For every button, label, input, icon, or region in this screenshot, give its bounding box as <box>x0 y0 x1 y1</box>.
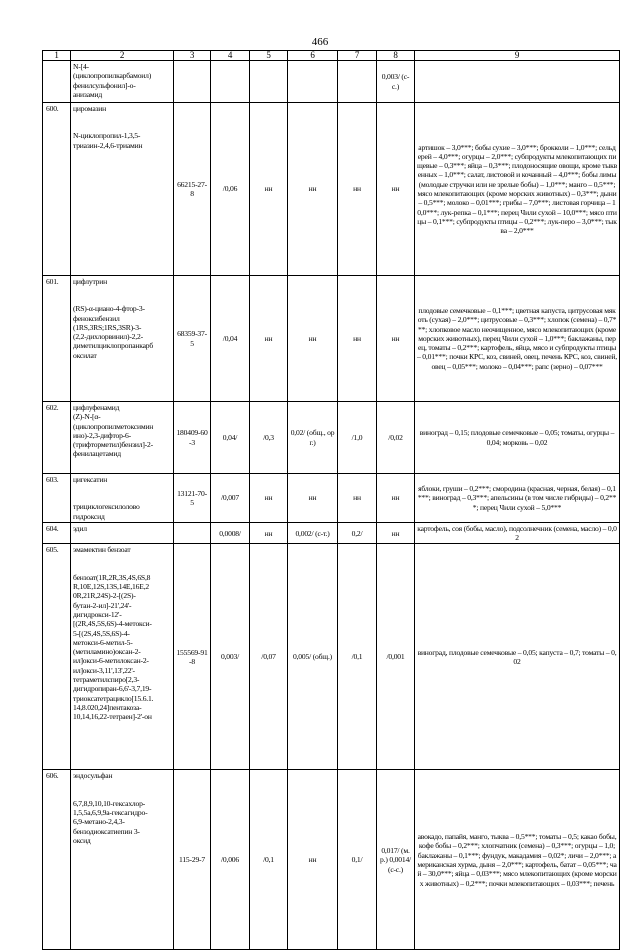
name-line: цифлутрин <box>73 277 107 286</box>
name-line: 0R,21R,24S)-2-[(2S)- <box>73 591 136 601</box>
value-col4: /0,04 <box>211 276 250 402</box>
name-line: метокси-6-метил-5- <box>73 637 133 647</box>
name-line: триазин-2,4,6-триамин <box>73 140 143 150</box>
name-line <box>73 781 171 799</box>
name-line: бензодиоксатиепин 3- <box>73 826 140 836</box>
name-line: [(2R,4S,5S,6S)-4-метокси- <box>73 619 152 629</box>
value-col6: нн <box>288 770 338 950</box>
page-number: 466 <box>311 36 329 48</box>
residue-limits: виноград – 0,15; плодовые семечковые – 0,05; томаты, огурцы – 0,04; морковь – 0,02 <box>415 402 620 474</box>
cas-number: 155569-91-8 <box>174 544 211 770</box>
row-number <box>43 61 71 103</box>
header-cell: 8 <box>377 51 415 61</box>
value-col5: /0,07 <box>250 544 288 770</box>
cas-number: 13121-70-5 <box>174 474 211 523</box>
name-line <box>73 484 171 502</box>
name-line <box>73 555 171 573</box>
header-cell: 4 <box>211 51 250 61</box>
name-line: (Z)-N-[α- <box>73 412 101 422</box>
name-line: (циклопропилметоксимин <box>73 421 154 431</box>
value-col7: /0,1 <box>338 544 377 770</box>
name-line: феноксибензил <box>73 313 120 323</box>
name-line: диметилциклопропанкарб <box>73 341 154 351</box>
name-line: 6,7,8,9,10,10-гексахлор- <box>73 798 146 808</box>
substance-name <box>71 276 174 402</box>
value-col8: /0,001 <box>377 544 415 770</box>
name-line: фенилацетамид <box>73 449 121 459</box>
header-cell: 2 <box>71 51 174 61</box>
value-col5: /0,3 <box>250 402 288 474</box>
name-line: (2,2-дихлорвинил)-2,2- <box>73 332 143 342</box>
value-col8: нн <box>377 474 415 523</box>
name-line: цигексатин <box>73 475 108 484</box>
header-cell: 9 <box>415 51 620 61</box>
value-col4: 0,04/ <box>211 402 250 474</box>
header-row <box>43 51 620 61</box>
name-line: цифлуфенамид <box>73 403 120 412</box>
name-line: эмамектин бензоат <box>73 545 131 555</box>
row-number: 600. <box>43 103 71 276</box>
value-col7: 0,1/ <box>338 770 377 950</box>
name-line: дигидрокси-12'- <box>73 609 122 619</box>
value-col6: нн <box>288 474 338 523</box>
header-cell: 7 <box>338 51 377 61</box>
table-row <box>43 61 620 103</box>
substance-name <box>71 544 174 770</box>
value-col8: нн <box>377 276 415 402</box>
cas-number <box>174 522 211 544</box>
pesticide-table <box>42 50 620 950</box>
residue-limits: яблоки, груши – 0,2***; смородина (красная, черная, белая) – 0,1***; виноград – 0,3***; апельсины (в том числе гибриды) – 0,2***; перец Чили сухой – 5,0*** <box>415 474 620 523</box>
name-line: анизамид <box>73 89 103 99</box>
value-col6 <box>288 61 338 103</box>
header-cell: 5 <box>250 51 288 61</box>
substance-name <box>71 474 174 523</box>
name-line <box>73 113 171 131</box>
name-line: 1,5,5a,6,9,9a-гексагидро- <box>73 808 148 818</box>
name-line: оксилат <box>73 350 97 360</box>
table-row <box>43 522 620 544</box>
header-cell: 6 <box>288 51 338 61</box>
value-col5: нн <box>250 522 288 544</box>
value-col5: нн <box>250 276 288 402</box>
name-line: 14,8.020,24]пентакоза- <box>73 702 142 712</box>
substance-name <box>71 103 174 276</box>
value-col8: 0,003/ (с-с.) <box>377 61 415 103</box>
value-col8: нн <box>377 522 415 544</box>
name-line: (метиламино)оксан-2- <box>73 647 141 657</box>
value-col6: нн <box>288 276 338 402</box>
value-col4: 0,0008/ <box>211 522 250 544</box>
name-line: (трифторметил)бензил]-2- <box>73 440 153 450</box>
name-line: тетраметилспиро[2,3- <box>73 675 140 685</box>
name-line: циромазин <box>73 104 107 113</box>
name-line: (1RS,3RS;1RS,3SR)-3- <box>73 322 142 332</box>
header-cell: 3 <box>174 51 211 61</box>
name-line: (циклопропилкарбамоил) <box>73 71 152 81</box>
row-number: 604. <box>43 522 71 544</box>
row-number: 602. <box>43 402 71 474</box>
row-number: 606. <box>43 770 71 950</box>
value-col4 <box>211 61 250 103</box>
table-row <box>43 770 620 950</box>
name-line: фенилсульфонил]-о- <box>73 80 136 90</box>
value-col7: 0,2/ <box>338 522 377 544</box>
name-line: (RS)-α-циано-4-фтор-3- <box>73 304 145 314</box>
value-col6: нн <box>288 103 338 276</box>
residue-limits: артишок – 3,0***; бобы сухие – 3,0***; брокколи – 1,0***; сельдерей – 4,0***; огурцы – 2,0***; субпродукты млекопитающих пищевые – 0,3***; яйца – 0,3***; плодоносящие овощи, кроме тыквенных – 1,0***; салат, листовой и кочанный – 4,0***; бобы лимы (молодые стручки или не зрелые бобы) – 1,0***; манго – 0,5***; мясо млекопитающих (кроме морских животных) – 0,3***; дыни – 0,5***; молоко – 0,01***; грибы – 7,0***; листовая горчица – 10,0***; лук-репка – 0,1***; перец Чили сухой – 10,0***; мясо птицы – 0,1***; субпродукты птицы – 0,2***; лук-перо – 3,0***; тыква – 2,0*** <box>415 103 620 276</box>
row-number: 603. <box>43 474 71 523</box>
name-line: R,10E,12S,13S,14E,16E,2 <box>73 582 149 592</box>
value-col8: нн <box>377 103 415 276</box>
value-col7: нн <box>338 103 377 276</box>
name-line: 5-[(2S,4S,5S,6S)-4- <box>73 628 130 638</box>
value-col4: 0,003/ <box>211 544 250 770</box>
name-line: N-[4- <box>73 62 89 71</box>
value-col7: нн <box>338 276 377 402</box>
value-col7 <box>338 61 377 103</box>
substance-name <box>71 402 174 474</box>
substance-name <box>71 522 174 544</box>
value-col5 <box>250 61 288 103</box>
cas-number: 68359-37-5 <box>174 276 211 402</box>
residue-limits: авокадо, папайя, манго, тыква – 0,5***; томаты – 0,5; какао бобы, кофе бобы – 0,2***; хлопчатник (семена) – 0,3***; огурцы – 1,0; баклажаны – 0,1***; фундук, макадамия – 0,02*; личи – 2,0***; американская хурма, дыня – 2,0***; картофель, батат – 0,05***; чай – 30,0***; яйца – 0,03***; мясо млекопитающих (кроме морских животных) – 0,2***; почки млекопитающих – 0,03***; печень <box>415 770 620 950</box>
name-line: N-циклопропил-1,3,5- <box>73 131 141 141</box>
name-line: триоксатетрацикло[15.6.1. <box>73 693 154 703</box>
residue-limits: виноград, плодовые семечковые – 0,05; капуста – 0,7; томаты – 0,02 <box>415 544 620 770</box>
value-col5: /0,1 <box>250 770 288 950</box>
value-col6: 0,002/ (с-т.) <box>288 522 338 544</box>
name-line: ино)-2,3-дифтор-6- <box>73 430 131 440</box>
value-col6: 0,02/ (общ., орг.) <box>288 402 338 474</box>
value-col5: нн <box>250 474 288 523</box>
value-col6: 0,005/ (общ.) <box>288 544 338 770</box>
name-line: гидроксид <box>73 511 105 521</box>
name-line: бензоат(1R,2R,3S,4S,6S,8 <box>73 572 151 582</box>
name-line: трициклогексилолово <box>73 502 140 512</box>
name-line: 6,9-метано-2,4,3- <box>73 817 125 827</box>
value-col4: /0,006 <box>211 770 250 950</box>
row-number: 605. <box>43 544 71 770</box>
table-row <box>43 276 620 402</box>
residue-limits: плодовые семечковые – 0,1***; цветная капуста, цитрусовая мякоть (сухая) – 2,0***; цитрусовые – 0,3***; хлопок (семена) – 0,7***; хлопковое масло неочищенное, мясо млекопитающих (кроме морских животных), перец Чили сухой – 1,0***; баклажаны, перец, томаты – 0,2***; картофель, яйца, мясо и субпродукты птицы – 0,01***; почки КРС, коз, свиней, овец, печень КРС, коз, свиней, овец – 0,05***; молоко – 0,04***; рапс (зерно) – 0,07*** <box>415 276 620 402</box>
residue-limits <box>415 61 620 103</box>
residue-limits: картофель, соя (бобы, масло), подсолнечник (семена, масло) – 0,02 <box>415 522 620 544</box>
name-line: оксид <box>73 835 91 845</box>
name-line: дигидропиран-6,6'-3,7,19- <box>73 684 152 694</box>
cas-number: 115-29-7 <box>174 770 211 950</box>
value-col5: нн <box>250 103 288 276</box>
cas-number: 180409-60-3 <box>174 402 211 474</box>
substance-name <box>71 770 174 950</box>
name-line: ил]окси-6-метилоксан-2- <box>73 656 149 666</box>
substance-name <box>71 61 174 103</box>
value-col4: /0,06 <box>211 103 250 276</box>
value-col8: 0,017/ (м.р.) 0,0014/ (с-с.) <box>377 770 415 950</box>
cas-number: 66215-27-8 <box>174 103 211 276</box>
row-number: 601. <box>43 276 71 402</box>
value-col7: нн <box>338 474 377 523</box>
table-row <box>43 474 620 523</box>
value-col4: /0,007 <box>211 474 250 523</box>
table-row <box>43 103 620 276</box>
name-line: ил]окси-3,11',13',22'- <box>73 665 135 675</box>
name-line: 10,14,16,22-тетраен]-2'-он <box>73 712 152 722</box>
cas-number <box>174 61 211 103</box>
table-row <box>43 544 620 770</box>
name-line: эндосульфан <box>73 771 113 781</box>
name-line: эдил <box>73 523 87 533</box>
value-col8: /0,02 <box>377 402 415 474</box>
value-col7: /1,0 <box>338 402 377 474</box>
name-line: бутан-2-ил]-21',24'- <box>73 600 132 610</box>
header-cell: 1 <box>43 51 71 61</box>
table-row <box>43 402 620 474</box>
name-line <box>73 286 171 304</box>
